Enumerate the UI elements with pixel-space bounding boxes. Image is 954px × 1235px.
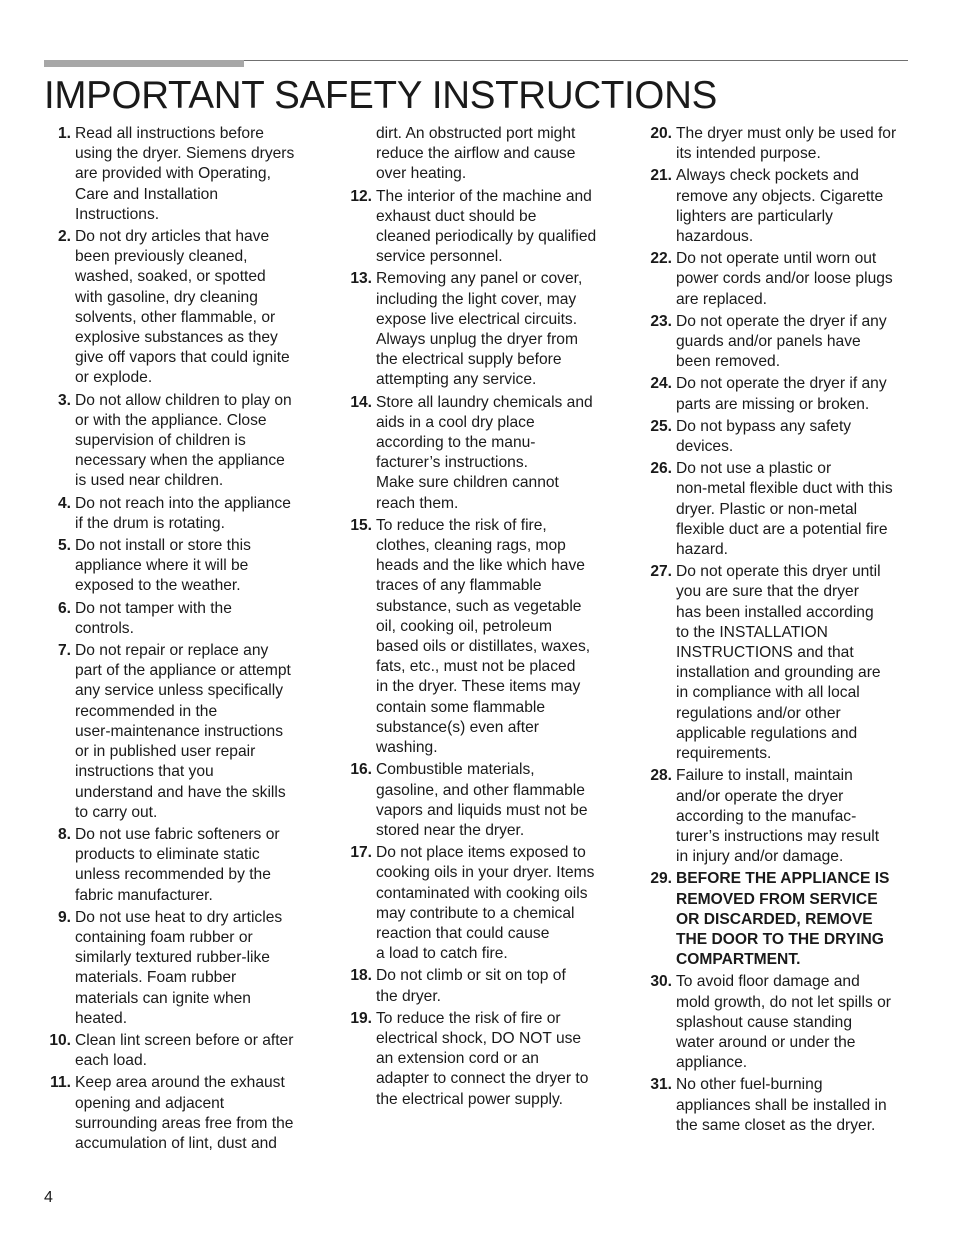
instruction-line: COMPARTMENT. <box>676 951 801 969</box>
instruction-line: necessary when the appliance <box>75 452 285 470</box>
instruction-line: or with the appliance. Close <box>75 411 267 429</box>
instruction-item <box>645 1075 917 1136</box>
instruction-item <box>645 417 917 457</box>
instruction-item <box>645 166 917 247</box>
instruction-item <box>345 187 615 268</box>
instruction-line: products to eliminate static <box>75 846 260 864</box>
instruction-number: 15. <box>350 516 372 534</box>
instruction-number <box>345 124 376 185</box>
instruction-text <box>75 1031 314 1071</box>
instruction-item <box>44 641 314 823</box>
instruction-line: in the dryer. These items may <box>376 678 581 696</box>
instruction-text <box>376 516 615 758</box>
instruction-number: 28. <box>650 767 672 785</box>
instruction-line: water around or under the <box>676 1033 856 1051</box>
instruction-number: 17. <box>350 844 372 862</box>
column-1 <box>44 124 314 1156</box>
instruction-line: traces of any flammable <box>376 577 542 595</box>
instruction-line: in compliance with all local <box>676 684 860 702</box>
instruction-line: supervision of children is <box>75 432 246 450</box>
instruction-line: in injury and/or damage. <box>676 848 844 866</box>
instruction-number: 18. <box>350 967 372 985</box>
instruction-line: surrounding areas free from the <box>75 1114 294 1132</box>
instruction-line: over heating. <box>376 165 467 183</box>
instruction-line: dirt. An obstructed port might <box>376 125 576 142</box>
header-rule <box>244 60 908 61</box>
instruction-line: each load. <box>75 1052 147 1070</box>
instruction-item <box>345 760 615 841</box>
instruction-line: according to the manu- <box>376 434 536 452</box>
instruction-line: devices. <box>676 438 734 456</box>
instruction-line: the electrical supply before <box>376 351 562 369</box>
instruction-text <box>75 391 314 492</box>
instruction-line: applicable regulations and <box>676 724 858 742</box>
instruction-line: To reduce the risk of fire or <box>376 1009 561 1027</box>
instruction-line: if the drum is rotating. <box>75 514 225 532</box>
instruction-line: Combustible materials, <box>376 761 535 779</box>
instruction-line: is used near children. <box>75 472 224 490</box>
instruction-line: cooking oils in your dryer. Items <box>376 864 595 882</box>
instruction-line: using the dryer. Siemens dryers <box>75 145 295 163</box>
instruction-line: heads and the like which have <box>376 557 585 575</box>
instruction-line: fats, etc., must not be placed <box>376 658 576 676</box>
instruction-line: aids in a cool dry place <box>376 413 535 431</box>
instruction-line: Do not dry articles that have <box>75 228 270 246</box>
instruction-number: 31. <box>650 1076 672 1094</box>
header-rule-accent <box>44 60 244 67</box>
instruction-line: Always unplug the dryer from <box>376 331 578 349</box>
instruction-line: washing. <box>376 739 438 757</box>
instruction-line: adapter to connect the dryer to <box>376 1070 589 1088</box>
instruction-line: lighters are particularly <box>676 207 833 225</box>
instruction-text <box>676 459 917 560</box>
instruction-line: appliance where it will be <box>75 557 249 575</box>
instruction-line: reach them. <box>376 494 459 512</box>
instruction-number: 5. <box>57 537 71 555</box>
instruction-line: electrical shock, DO NOT use <box>376 1029 582 1047</box>
instruction-line: including the light cover, may <box>376 290 577 308</box>
instruction-line: are provided with Operating, <box>75 165 271 183</box>
instruction-text <box>75 825 314 906</box>
page-title: IMPORTANT SAFETY INSTRUCTIONS <box>44 74 717 117</box>
instruction-line: service personnel. <box>376 248 503 266</box>
instruction-line: materials. Foam rubber <box>75 969 237 987</box>
instruction-line: exposed to the weather. <box>75 577 241 595</box>
instruction-number: 24. <box>650 375 672 393</box>
page-number: 4 <box>44 1189 53 1206</box>
instruction-text <box>376 1009 615 1110</box>
instruction-line: THE DOOR TO THE DRYING <box>676 930 884 948</box>
instruction-line: recommended in the <box>75 702 218 720</box>
instruction-item <box>645 972 917 1073</box>
instruction-line: the same closet as the dryer. <box>676 1116 876 1134</box>
instruction-line: heated. <box>75 1009 128 1027</box>
instruction-line: Do not operate the dryer if any <box>676 312 887 330</box>
instruction-line: the electrical power supply. <box>376 1090 563 1108</box>
instruction-line: you are sure that the dryer <box>676 583 859 601</box>
instruction-text <box>75 536 314 597</box>
instruction-line: reaction that could cause <box>376 924 550 942</box>
instruction-text <box>75 227 314 389</box>
instruction-item <box>345 269 615 390</box>
instruction-item <box>44 1073 314 1154</box>
instruction-line: similarly textured rubber-like <box>75 949 270 967</box>
instruction-item <box>44 227 314 389</box>
instruction-line: attempting any service. <box>376 371 537 389</box>
instruction-line: contaminated with cooking oils <box>376 884 588 902</box>
instruction-line: expose live electrical circuits. <box>376 310 578 328</box>
instruction-line: Keep area around the exhaust <box>75 1074 285 1092</box>
instruction-text <box>75 1073 314 1154</box>
instruction-line: regulations and/or other <box>676 704 841 722</box>
instruction-line: hazard. <box>676 541 729 559</box>
instruction-line: to carry out. <box>75 803 158 821</box>
instruction-number: 26. <box>650 460 672 478</box>
instruction-number: 25. <box>650 417 672 435</box>
instruction-line: clothes, cleaning rags, mop <box>376 537 566 555</box>
instruction-item <box>44 908 314 1029</box>
instruction-line: Do not reach into the appliance <box>75 494 291 512</box>
instruction-line: its intended purpose. <box>676 145 821 163</box>
instruction-line: Do not install or store this <box>75 537 251 555</box>
instruction-line: requirements. <box>676 745 772 763</box>
instruction-line: installation and grounding are <box>676 664 881 682</box>
instruction-number: 9. <box>57 908 71 926</box>
instruction-number: 7. <box>57 642 71 660</box>
instruction-line: give off vapors that could ignite <box>75 349 290 367</box>
instruction-item <box>44 536 314 597</box>
instruction-line: opening and adjacent <box>75 1094 225 1112</box>
instruction-item <box>645 459 917 560</box>
instruction-number: 30. <box>650 973 672 991</box>
instruction-text <box>676 562 917 764</box>
instruction-text <box>676 166 917 247</box>
instruction-item <box>645 562 917 764</box>
instruction-number: 29. <box>650 870 672 888</box>
instruction-number: 4. <box>57 494 71 512</box>
instruction-line: to the INSTALLATION <box>676 623 828 641</box>
instruction-line: Do not place items exposed to <box>376 844 586 862</box>
instruction-item <box>44 825 314 906</box>
column-2 <box>345 124 615 1112</box>
instruction-line: To avoid floor damage and <box>676 973 860 991</box>
instruction-line: according to the manufac- <box>676 807 857 825</box>
instruction-line: Failure to install, maintain <box>676 767 853 785</box>
instruction-line: may contribute to a chemical <box>376 904 575 922</box>
instruction-line: facturer’s instructions. <box>376 454 528 472</box>
instruction-item <box>645 249 917 310</box>
instruction-line: substance, such as vegetable <box>376 597 582 615</box>
instruction-line: Store all laundry chemicals and <box>376 393 593 411</box>
instruction-text <box>75 908 314 1029</box>
instruction-text <box>75 641 314 823</box>
instruction-line: Clean lint screen before or after <box>75 1031 294 1049</box>
instruction-line: Do not use fabric softeners or <box>75 825 280 843</box>
instruction-text <box>676 869 917 970</box>
instruction-item <box>345 1009 615 1110</box>
instruction-line: remove any objects. Cigarette <box>676 187 884 205</box>
instruction-text <box>376 124 615 185</box>
instruction-line: To reduce the risk of fire, <box>376 516 547 534</box>
instruction-line: Do not bypass any safety <box>676 417 852 435</box>
instruction-number: 19. <box>350 1009 372 1027</box>
instruction-text <box>676 972 917 1073</box>
instruction-text <box>75 599 314 639</box>
instruction-line: The dryer must only be used for <box>676 125 897 142</box>
instruction-number: 6. <box>57 599 71 617</box>
instruction-line: Read all instructions before <box>75 125 264 142</box>
instruction-item <box>345 516 615 758</box>
instruction-line: Do not operate this dryer until <box>676 563 881 581</box>
instruction-line: solvents, other flammable, or <box>75 308 276 326</box>
instruction-line: hazardous. <box>676 228 754 246</box>
instruction-line: any service unless specifically <box>75 682 284 700</box>
column-3 <box>645 124 917 1138</box>
instruction-line: and/or operate the dryer <box>676 787 844 805</box>
instruction-text <box>376 269 615 390</box>
instruction-text <box>676 124 917 164</box>
instruction-item <box>645 124 917 164</box>
instruction-line: stored near the dryer. <box>376 821 525 839</box>
instruction-line: Do not operate until worn out <box>676 250 877 268</box>
instruction-text <box>676 374 917 414</box>
instruction-line: user-maintenance instructions <box>75 722 284 740</box>
instruction-line: are replaced. <box>676 290 768 308</box>
instruction-line: OR DISCARDED, REMOVE <box>676 910 873 928</box>
instruction-number: 10. <box>49 1031 71 1049</box>
instruction-text <box>676 766 917 867</box>
instruction-line: Always check pockets and <box>676 167 859 185</box>
instruction-number: 27. <box>650 563 672 581</box>
instruction-line: instructions that you <box>75 763 214 781</box>
instruction-number: 14. <box>350 393 372 411</box>
instruction-item <box>645 374 917 414</box>
instruction-line: been removed. <box>676 353 781 371</box>
instruction-line: Do not use heat to dry articles <box>75 908 283 926</box>
instruction-line: with gasoline, dry cleaning <box>75 288 258 306</box>
instruction-text <box>676 249 917 310</box>
instruction-line: The interior of the machine and <box>376 187 592 205</box>
instruction-line: accumulation of lint, dust and <box>75 1134 277 1152</box>
instruction-number: 13. <box>350 270 372 288</box>
instruction-item <box>345 124 615 185</box>
instruction-line: No other fuel-burning <box>676 1076 823 1094</box>
instruction-line: washed, soaked, or spotted <box>75 268 266 286</box>
instruction-line: materials can ignite when <box>75 989 251 1007</box>
instruction-line: splashout cause standing <box>676 1013 852 1031</box>
instruction-number: 12. <box>350 187 372 205</box>
instruction-line: substance(s) even after <box>376 718 539 736</box>
instruction-item <box>345 843 615 964</box>
instruction-number: 20. <box>650 125 672 142</box>
instruction-line: or explode. <box>75 369 153 387</box>
instruction-line: an extension cord or an <box>376 1050 539 1068</box>
instruction-line: dryer. Plastic or non-metal <box>676 500 858 518</box>
instruction-item <box>44 494 314 534</box>
instruction-line: containing foam rubber or <box>75 928 253 946</box>
instruction-item <box>44 391 314 492</box>
instruction-number: 1. <box>57 125 71 142</box>
instruction-line: gasoline, and other flammable <box>376 781 585 799</box>
instruction-item <box>44 124 314 225</box>
instruction-text <box>376 393 615 514</box>
instruction-line: Do not climb or sit on top of <box>376 967 566 985</box>
instruction-line: unless recommended by the <box>75 866 271 884</box>
instruction-line: a load to catch fire. <box>376 945 508 963</box>
instruction-item <box>645 869 917 970</box>
instruction-item <box>44 1031 314 1071</box>
instruction-line: non-metal flexible duct with this <box>676 480 893 498</box>
instruction-text <box>676 417 917 457</box>
instruction-line: appliances shall be installed in <box>676 1096 887 1114</box>
instruction-line: controls. <box>75 619 134 637</box>
instruction-line: BEFORE THE APPLIANCE IS <box>676 870 890 888</box>
instruction-line: reduce the airflow and cause <box>376 145 576 163</box>
instruction-line: explosive substances as they <box>75 329 278 347</box>
instruction-item <box>44 599 314 639</box>
instruction-line: guards and/or panels have <box>676 333 861 351</box>
instruction-line: INSTRUCTIONS and that <box>676 644 854 662</box>
instruction-line: turer’s instructions may result <box>676 827 880 845</box>
instruction-line: power cords and/or loose plugs <box>676 270 893 288</box>
instruction-line: Do not repair or replace any <box>75 642 269 660</box>
instruction-line: been previously cleaned, <box>75 248 248 266</box>
instruction-number: 8. <box>57 825 71 843</box>
instruction-text <box>376 187 615 268</box>
instruction-line: Do not operate the dryer if any <box>676 375 887 393</box>
instruction-line: Do not allow children to play on <box>75 391 292 409</box>
instruction-number: 2. <box>57 228 71 246</box>
instruction-number: 3. <box>57 391 71 409</box>
instruction-line: contain some flammable <box>376 698 546 716</box>
instruction-text <box>676 312 917 373</box>
instruction-line: fabric manufacturer. <box>75 886 213 904</box>
instruction-line: based oils or distillates, waxes, <box>376 638 591 656</box>
instruction-text <box>376 966 615 1006</box>
instruction-number: 21. <box>650 167 672 185</box>
instruction-number: 22. <box>650 250 672 268</box>
instruction-line: has been installed according <box>676 603 874 621</box>
instruction-line: parts are missing or broken. <box>676 395 870 413</box>
instruction-item <box>645 766 917 867</box>
instruction-text <box>376 760 615 841</box>
instruction-line: appliance. <box>676 1054 748 1072</box>
instruction-line: mold growth, do not let spills or <box>676 993 891 1011</box>
instruction-line: REMOVED FROM SERVICE <box>676 890 878 908</box>
instruction-item <box>345 966 615 1006</box>
instruction-line: cleaned periodically by qualified <box>376 228 597 246</box>
instruction-line: flexible duct are a potential fire <box>676 520 888 538</box>
instruction-text <box>676 1075 917 1136</box>
instruction-line: vapors and liquids must not be <box>376 801 588 819</box>
instruction-number: 11. <box>50 1074 71 1092</box>
instruction-line: oil, cooking oil, petroleum <box>376 617 552 635</box>
instruction-line: Care and Installation <box>75 185 219 203</box>
instruction-text <box>75 494 314 534</box>
instruction-line: Make sure children cannot <box>376 474 559 492</box>
instruction-line: Do not use a plastic or <box>676 460 832 478</box>
instruction-line: Removing any panel or cover, <box>376 270 583 288</box>
instruction-line: exhaust duct should be <box>376 207 537 225</box>
instruction-item <box>645 312 917 373</box>
instruction-item <box>345 393 615 514</box>
instruction-line: part of the appliance or attempt <box>75 662 291 680</box>
instruction-line: the dryer. <box>376 987 442 1005</box>
instruction-number: 23. <box>650 312 672 330</box>
instruction-line: understand and have the skills <box>75 783 286 801</box>
instruction-line: or in published user repair <box>75 743 256 761</box>
instruction-line: Do not tamper with the <box>75 599 232 617</box>
instruction-line: Instructions. <box>75 205 160 223</box>
instruction-number: 16. <box>350 761 372 779</box>
instruction-text <box>376 843 615 964</box>
instruction-text <box>75 124 314 225</box>
